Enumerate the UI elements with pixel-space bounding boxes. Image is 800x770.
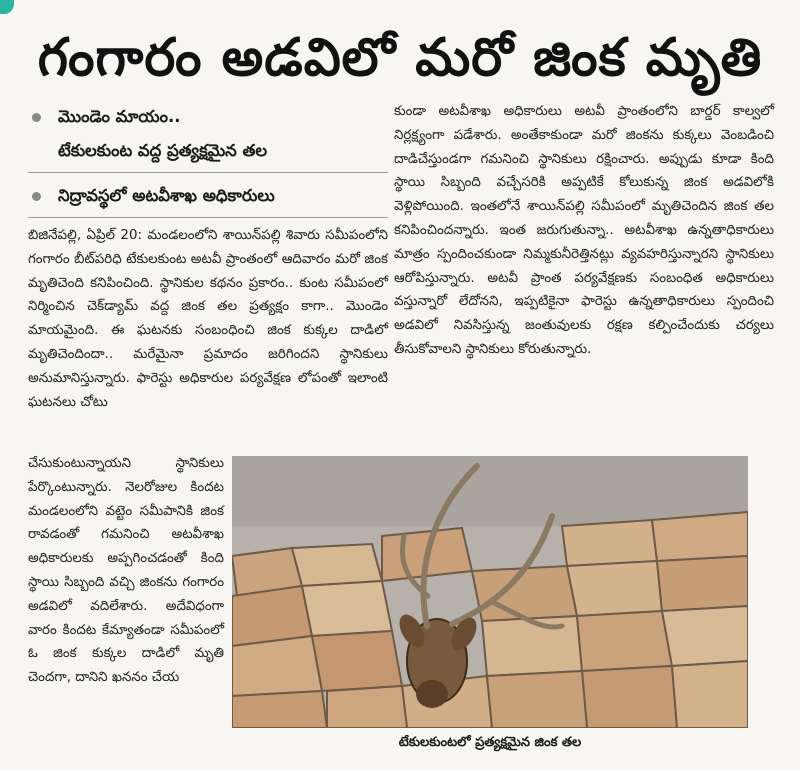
subheading-1: మొండెం మాయం.. [28,100,388,134]
subheading-3: నిద్రావస్థలో అటవీశాఖ అధికారులు [28,179,388,213]
subheading-divider [28,217,388,218]
body-paragraph-right: కుండా అటవీశాఖ అధికారులు అటవీ ప్రాంతంలోని బార్డర్ కాల్వలో నిర్లక్ష్యంగా పడేశారు. అంతేకాకుండా మరో జింకను కుక్కలు వెంబడించి దాడిచేస్తుండగా గమనించి స్థానికులు రక్షించారు. అప్పుడు కూడా కింది స్థాయి సిబ్బంది వచ్చేసరికి అప్పటికే కోలుకున్న జింక అడవిలోకి వెళ్లిపోయింది. ఇంతలోనే శాయిన్‌పల్లి సమీపంలో మృతిచెందిన జింక తల కనిపించిందన్నారు. ఇంత జరుగుతున్నా.. అటవీశాఖ ఉన్నతాధికారులు మాత్రం స్పందించకుండా నిమ్మకునీరెత్తినట్లు వ్యవహరిస్తున్నారని స్థానికులు ఆరోపిస్తున్నారు. అటవీ ప్రాంత పర్యవేక్షణకు సంబంధిత అధికారులు వస్తున్నారో లేదోనని, ఇప్పటికైనా ఫారెస్టు ఉన్నతాధికారులు స్పందించి అడవిలో నివసిస్తున్న జంతువులకు రక్షణ కల్పించేందుకు చర్యలు తీసుకోవాలని స్థానికులు కోరుతున్నారు. [394,104,774,357]
deer-head-photo [232,456,748,728]
left-column-continued [28,452,224,690]
photo-caption: టేకులకుంటలో ప్రత్యక్షమైన జింక తల [398,735,582,750]
right-column [394,100,774,362]
left-column [28,100,388,414]
headline: గంగారం అడవిలో మరో జింక మృతి [37,28,763,88]
subheading-divider [28,172,388,173]
body-paragraph-left: బిజినేపల్లి, ఏప్రిల్ 20: మండలంలోని శాయిన్‌పల్లి శివారు సమీపంలోని గంగారం బీట్‌పరిధి టేకులకుంట అటవీ ప్రాంతంలో ఆదివారం మరో జింక మృతిచెంది కనిపించింది. స్థానికుల కథనం ప్రకారం.. కుంట సమీపంలో నిర్మించిన చెక్‌డ్యామ్ వద్ద జింక తల ప్రత్యక్షం కాగా.. మొండెం మాయమైంది. ఈ ఘటనకు సంబంధించి జింక కుక్కల దాడిలో మృతిచెందిందా.. మరేమైనా ప్రమాదం జరిగిందని స్థానికులు అనుమానిస్తున్నారు. ఫారెస్టు అధికారుల పర్యవేక్షణ లోపంతో ఇలాంటి ఘటనలు చోటు [28,228,388,410]
subheading-2: టేకులకుంట వద్ద ప్రత్యక్షమైన తల [58,141,268,160]
page-corner-mark [0,0,14,14]
body-paragraph-left-continued: చేసుకుంటున్నాయని స్థానికులు పేర్కొంటున్నారు. నెలరోజుల కిందట మండలంలోని వట్టెం సమీపానికి జింక రావడంతో గమనించి అటవీశాఖ అధికారులకు అప్పగించడంతో కింది స్థాయి సిబ్బంది వచ్చి జింకను గంగారం అడవిలో వదిలేశారు. అదేవిధంగా వారం కిందట కేమ్యాతండా సమీపంలో ఓ జింక కుక్కల దాడిలో మృతి చెందగా, దానిని ఖననం చేయ [28,456,224,686]
